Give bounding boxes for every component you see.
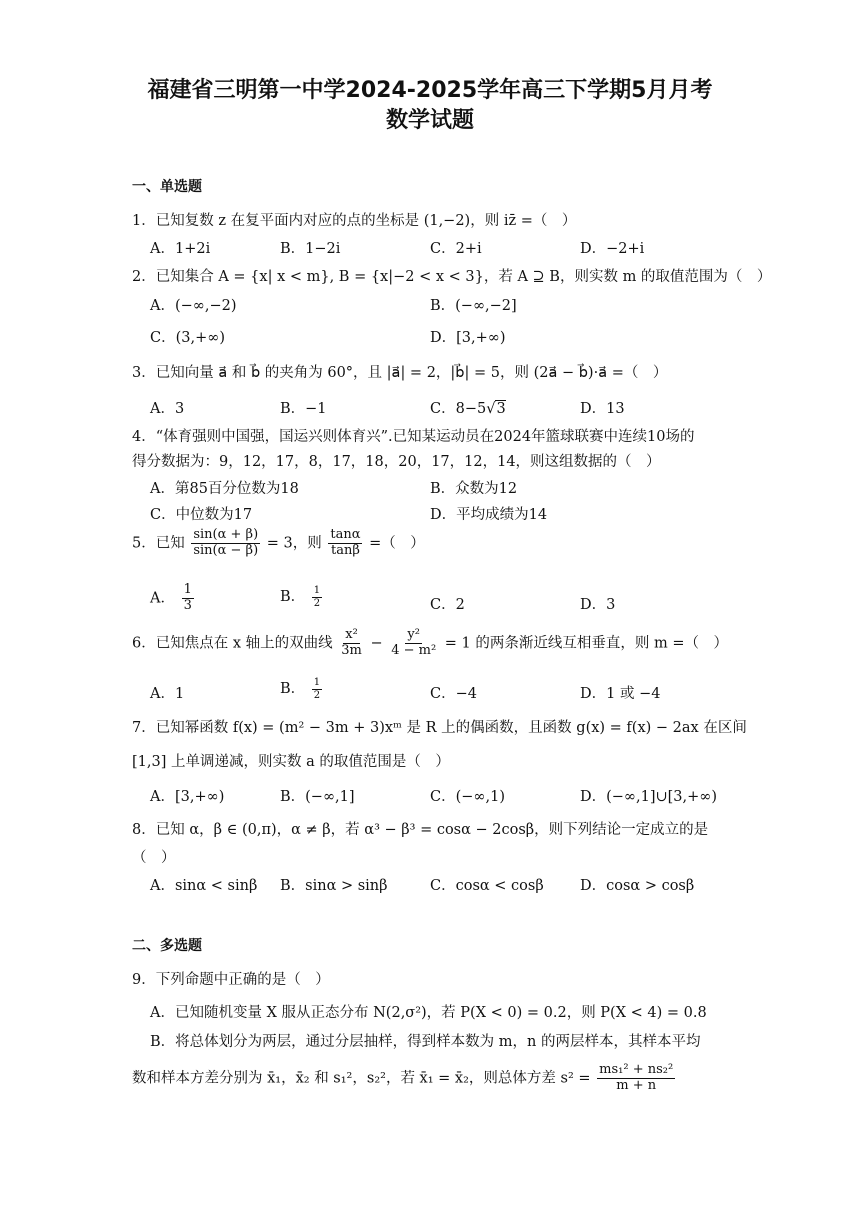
- question-5-middle: = 3，则: [266, 535, 322, 552]
- question-6-option-d: D．1 或 −4: [580, 686, 661, 702]
- question-6-x-denominator: 3m: [341, 642, 362, 658]
- question-4-stem-line2: 得分数据为：9，12，17，8，17，18，20，17，12，14，则这组数据的（ ）: [132, 454, 661, 470]
- question-5-option-b-numerator: 1: [313, 585, 321, 596]
- question-4-stem-line1: 4．“体育强则中国强，国运兴则体育兴”.已知某运动员在2024年篮球联赛中连续10场的: [132, 429, 695, 445]
- question-8-stem-line1: 8．已知 α，β ∈ (0,π)，α ≠ β，若 α³ − β³ = cosα − 2cosβ，则下列结论一定成立的是: [132, 822, 709, 838]
- question-2-option-d: D．[3,+∞): [430, 330, 506, 346]
- question-6-fraction-x: [339, 628, 364, 659]
- question-5-option-a-numerator: 1: [183, 582, 192, 597]
- question-5-option-b-fraction: [312, 585, 322, 609]
- question-7-option-d: D．(−∞,1]∪[3,+∞): [580, 789, 718, 805]
- question-2-option-c: C．(3,+∞): [150, 330, 225, 346]
- question-3-option-a: A．3: [150, 401, 185, 417]
- question-5-fraction-numerator: sin(α + β): [193, 527, 259, 542]
- question-5-suffix: =（ ）: [369, 535, 425, 552]
- question-5-fraction-sin: [191, 528, 260, 559]
- question-3-option-c-prefix: C．8−5: [430, 401, 487, 417]
- question-8-stem-line2: （ ）: [132, 850, 176, 866]
- question-2-stem: 2．已知集合 A = {x| x < m}, B = {x|−2 < x < 3}，若 A ⊇ B，则实数 m 的取值范围为（ ）: [132, 269, 772, 285]
- question-6-option-b-fraction: [312, 677, 322, 701]
- question-5-tan-numerator: tanα: [330, 527, 361, 542]
- question-3-option-b: B．−1: [280, 401, 327, 417]
- question-6-x-numerator: x²: [345, 627, 358, 642]
- question-4-option-c: C．中位数为17: [150, 507, 253, 523]
- question-8-option-a: A．sinα < sinβ: [150, 878, 258, 894]
- question-9-variance-denominator: m + n: [616, 1077, 657, 1093]
- question-1-stem: 1．已知复数 z 在复平面内对应的点的坐标是 (1,−2)，则 iz̄ =（ ）: [132, 213, 577, 229]
- question-6-stem: [132, 628, 728, 659]
- question-5-option-c: C．2: [430, 597, 465, 613]
- section-single-choice: 一、单选题: [132, 179, 202, 195]
- question-3-option-c: C．8−5√3: [430, 401, 506, 417]
- question-9-option-a: A．已知随机变量 X 服从正态分布 N(2,σ²)，若 P(X < 0) = 0.2，则 P(X < 4) = 0.8: [150, 1005, 707, 1021]
- question-6-fraction-y: [389, 628, 438, 659]
- exam-title-line2: 数学试题: [385, 108, 474, 133]
- question-6-minus: −: [370, 635, 383, 652]
- question-1-option-a: A．1+2i: [150, 241, 211, 257]
- question-6-suffix: = 1 的两条渐近线互相垂直，则 m =（ ）: [444, 635, 729, 652]
- question-3-option-d: D．13: [580, 401, 625, 417]
- question-1-option-c: C．2+i: [430, 241, 482, 257]
- question-7-option-b: B．(−∞,1]: [280, 789, 355, 805]
- question-6-prefix: 6．已知焦点在 x 轴上的双曲线: [132, 635, 333, 652]
- question-6-y-numerator: y²: [407, 627, 420, 642]
- question-7-stem-line2: [1,3] 上单调递减，则实数 a 的取值范围是（ ）: [132, 754, 450, 770]
- question-9-variance-fraction: [597, 1063, 675, 1094]
- question-1-option-b: B．1−2i: [280, 241, 341, 257]
- question-6-option-b-label: B．: [280, 681, 306, 697]
- question-9-option-b-text: 数和样本方差分别为 x̄₁，x̄₂ 和 s₁²，s₂²，若 x̄₁ = x̄₂，则总体方差 s² =: [132, 1070, 591, 1087]
- question-3-option-c-radicand: 3: [496, 401, 506, 417]
- question-5-option-a: [150, 583, 196, 614]
- question-5-fraction-denominator: sin(α − β): [193, 542, 259, 558]
- question-2-option-b: B．(−∞,−2]: [430, 298, 517, 314]
- question-7-stem-line1: 7．已知幂函数 f(x) = (m² − 3m + 3)xᵐ 是 R 上的偶函数，且函数 g(x) = f(x) − 2ax 在区间: [132, 720, 747, 736]
- question-9-stem: 9．下列命题中正确的是（ ）: [132, 972, 330, 988]
- question-5-tan-denominator: tanβ: [330, 542, 360, 558]
- question-7-option-a: A．[3,+∞): [150, 789, 225, 805]
- question-6-option-b: [280, 677, 324, 701]
- section-multiple-choice: 二、多选题: [132, 938, 202, 954]
- question-5-prefix: 5．已知: [132, 535, 185, 552]
- question-6-y-denominator: 4 − m²: [391, 642, 437, 658]
- question-5-option-d: D．3: [580, 597, 616, 613]
- question-8-option-c: C．cosα < cosβ: [430, 878, 544, 894]
- question-9-option-b-line1: B．将总体划分为两层，通过分层抽样，得到样本数为 m，n 的两层样本，其样本平均: [150, 1034, 701, 1050]
- question-5-option-a-fraction: [182, 583, 194, 614]
- question-6-option-a: A．1: [150, 686, 185, 702]
- question-9-option-b-line2: [132, 1063, 677, 1094]
- question-4-option-d: D．平均成绩为14: [430, 507, 548, 523]
- question-5-option-b: [280, 585, 324, 609]
- question-5-option-b-label: B．: [280, 589, 306, 605]
- question-6-option-c: C．−4: [430, 686, 477, 702]
- question-8-option-b: B．sinα > sinβ: [280, 878, 388, 894]
- question-9-variance-numerator: ms₁² + ns₂²: [599, 1062, 674, 1077]
- question-5-option-b-denominator: 2: [313, 597, 321, 609]
- question-1-option-d: D．−2+i: [580, 241, 645, 257]
- question-4-option-b: B．众数为12: [430, 481, 518, 497]
- question-5-option-a-label: A．: [150, 590, 175, 607]
- question-5-option-a-denominator: 3: [183, 597, 192, 613]
- question-8-option-d: D．cosα > cosβ: [580, 878, 695, 894]
- question-5-stem: [132, 528, 425, 559]
- question-6-option-b-denominator: 2: [313, 689, 321, 701]
- question-3-stem: 3．已知向量 a⃗ 和 b⃗ 的夹角为 60°，且 |a⃗| = 2，|b⃗| = 5，则 (2a⃗ − b⃗)·a⃗ =（ ）: [132, 365, 668, 381]
- question-7-option-c: C．(−∞,1): [430, 789, 505, 805]
- question-2-option-a: A．(−∞,−2): [150, 298, 237, 314]
- exam-title-line1: 福建省三明第一中学2024-2025学年高三下学期5月月考: [147, 78, 713, 103]
- question-6-option-b-numerator: 1: [313, 677, 321, 688]
- question-5-fraction-tan: [328, 528, 362, 559]
- question-4-option-a: A．第85百分位数为18: [150, 481, 299, 497]
